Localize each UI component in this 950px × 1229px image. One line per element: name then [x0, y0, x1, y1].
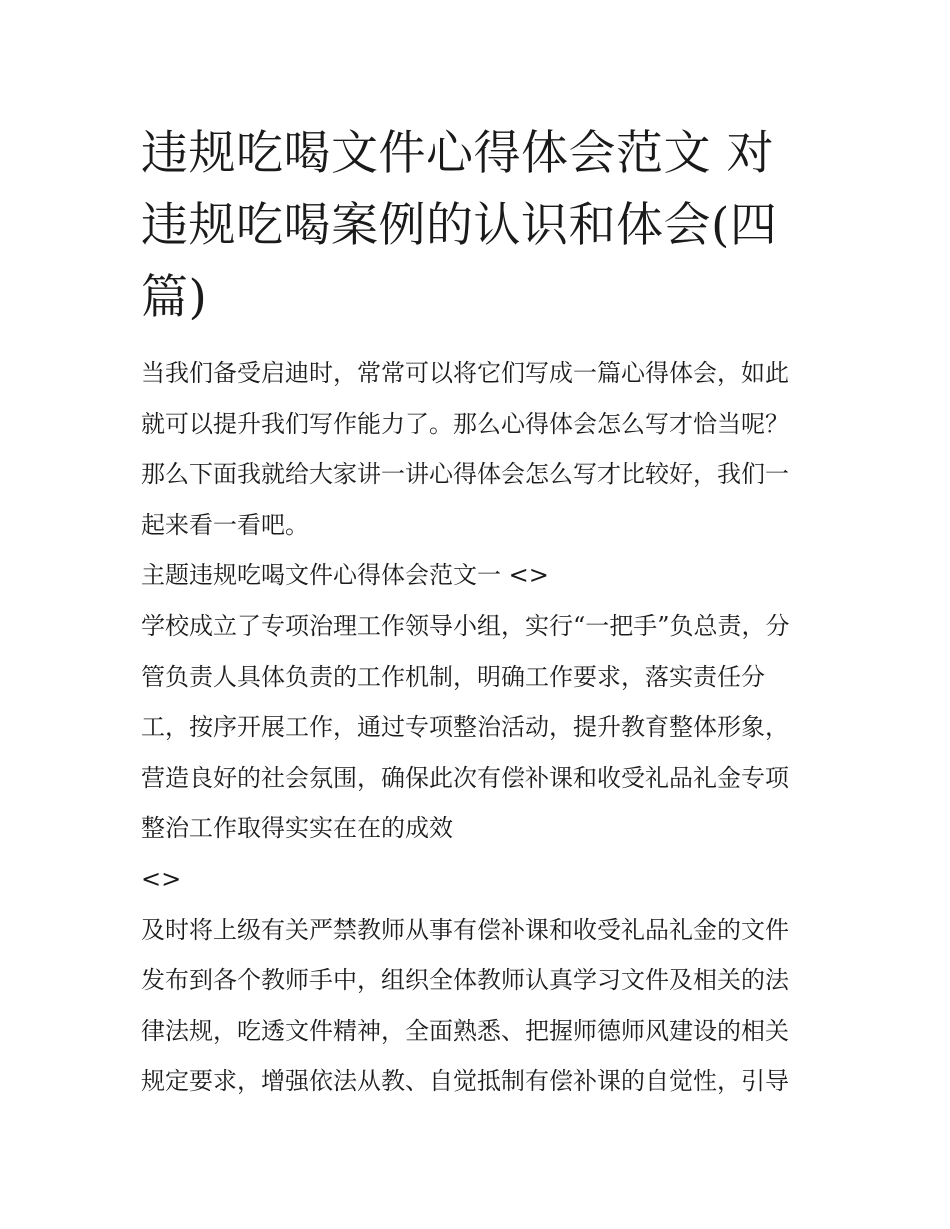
text-line: 规定要求，增强依法从教、自觉抵制有偿补课的自觉性，引导	[141, 1067, 789, 1096]
text-line: 律法规，吃透文件精神，全面熟悉、把握师德师风建设的相关	[141, 1016, 789, 1045]
section-heading-text: 主题违规吃喝文件心得体会范文一 <>	[141, 561, 549, 590]
document-content	[141, 118, 813, 1107]
text-line: 那么下面我就给大家讲一讲心得体会怎么写才比较好，我们一	[141, 460, 789, 489]
section-heading	[141, 550, 813, 601]
text-line: 起来看一看吧。	[141, 510, 309, 539]
text-line: 就可以提升我们写作能力了。那么心得体会怎么写才恰当呢？	[141, 409, 789, 438]
title-line: 违规吃喝文件心得体会范文 对	[141, 126, 774, 181]
text-line: 发布到各个教师手中，组织全体教师认真学习文件及相关的法	[141, 966, 789, 995]
document-title	[141, 118, 813, 334]
text-line: 营造良好的社会氛围，确保此次有偿补课和收受礼品礼金专项	[141, 763, 789, 792]
text-line: 管负责人具体负责的工作机制，明确工作要求，落实责任分	[141, 662, 765, 691]
separator-line	[141, 854, 813, 905]
text-line: 当我们备受启迪时，常常可以将它们写成一篇心得体会，如此	[141, 359, 789, 387]
title-line: 篇)	[141, 270, 208, 325]
intro-paragraph	[141, 348, 813, 550]
text-line: 及时将上级有关严禁教师从事有偿补课和收受礼品礼金的文件	[141, 915, 789, 944]
text-line: 学校成立了专项治理工作领导小组，实行“一把手”负总责，分	[141, 611, 790, 640]
title-line: 违规吃喝案例的认识和体会(四	[141, 198, 778, 253]
separator-text: <>	[141, 864, 182, 893]
text-line: 整治工作取得实实在在的成效	[141, 814, 453, 843]
body-paragraph-2	[141, 905, 813, 1107]
body-paragraph-1	[141, 601, 813, 854]
document-body	[141, 348, 813, 1107]
text-line: 工，按序开展工作，通过专项整治活动，提升教育整体形象，	[141, 713, 789, 742]
